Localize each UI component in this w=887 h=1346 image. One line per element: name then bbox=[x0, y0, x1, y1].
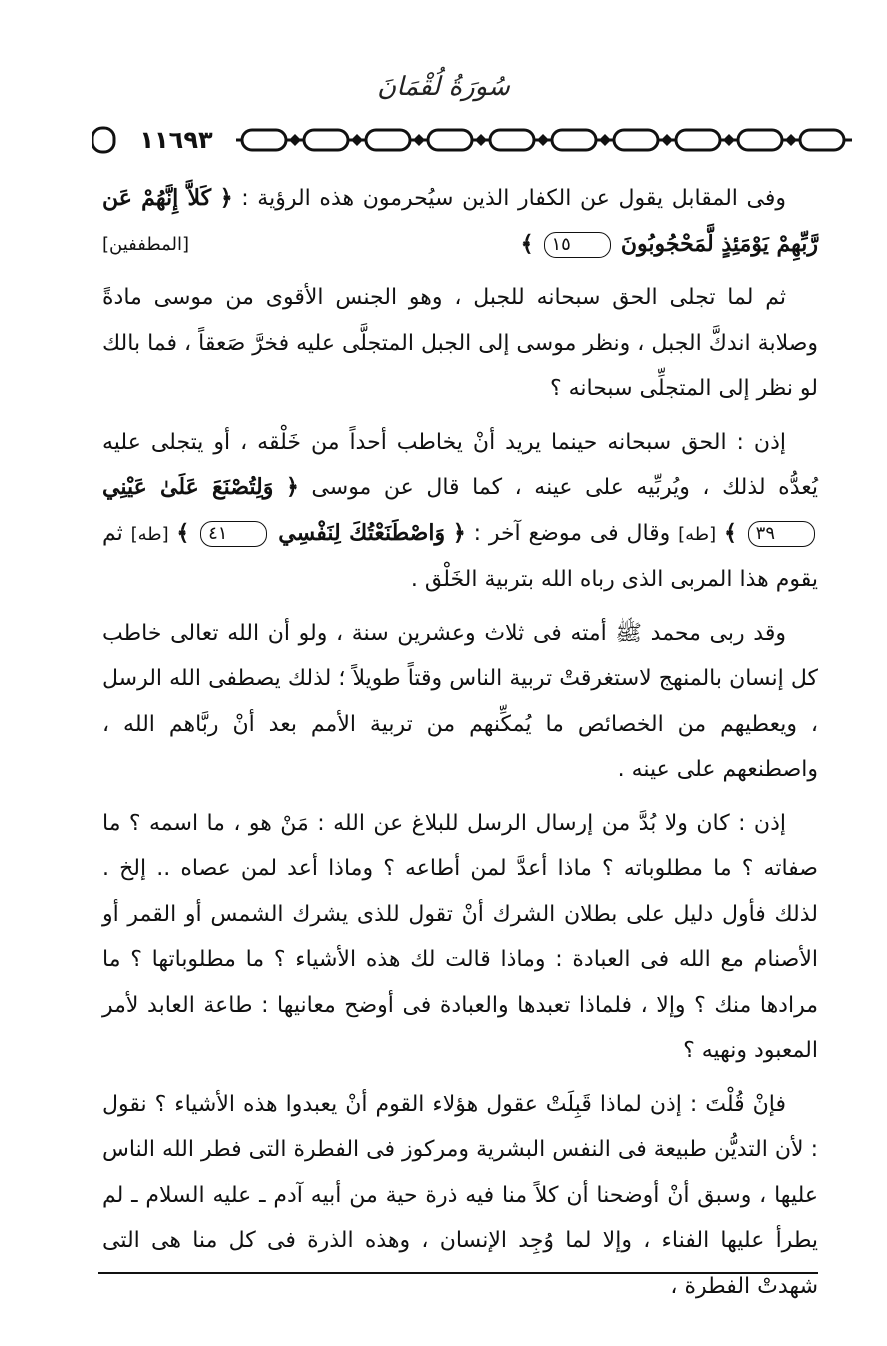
paragraph-5: إذن : كان ولا بُدَّ من إرسال الرسل للبلاغ عن الله : مَنْ هو ، ما اسمه ؟ ما صفاته ؟ ما مطلوباته ؟ ماذا أعدَّ لمن أطاعه ؟ وماذا أعد لمن عصاه .. إلخ . لذلك فأول دليل على بطلان الشرك أنْ تقول للذى يشرك الشمس أو القمر أو الأصنام مع الله فى العبادة : وماذا قالت لك هذه الأشياء ؟ ما مطلوباتها ؟ ما مرادها منك ؟ وإلا ، فلماذا تعبدها والعبادة فى أوضح معانيها : طاعة العابد لأمر المعبود ونهيه ؟ bbox=[102, 810, 818, 1063]
paragraph-1-intro: وفى المقابل يقول عن الكفار الذين سيُحرمون هذه الرؤية : bbox=[232, 186, 786, 211]
verse-number-badge: ١٥ bbox=[544, 232, 611, 258]
paragraph-3-text-1: إذن : الحق سبحانه حينما يريد أنْ يخاطب أحداً من خَلْقه ، أو يتجلى عليه يُعدُّه لذلك ، ويُربِّيه على عينه ، كما قال عن موسى bbox=[102, 429, 818, 500]
text-body bbox=[102, 176, 818, 1317]
quran-verse: وَاصْطَنَعْتُكَ لِنَفْسِي bbox=[278, 519, 446, 546]
paragraph-3-text-2: وقال فى موضع آخر : bbox=[465, 520, 671, 546]
paragraph-3 bbox=[102, 420, 818, 603]
paragraph-3-text-3: ثم يقوم هذا المربى الذى رباه الله بتربية الخَلْق . bbox=[102, 520, 818, 592]
ornate-bracket-close: ﴾ bbox=[723, 520, 737, 546]
quran-verse: كَلاَّ إِنَّهُمْ عَن رَّبِّهِمْ يَوْمَئِذٍ لَّمَحْجُوبُونَ bbox=[102, 185, 818, 257]
quran-verse: وَلِتُصْنَعَ عَلَىٰ عَيْنِي bbox=[102, 474, 274, 500]
ornate-bracket-open: ﴿ bbox=[219, 186, 233, 211]
header-ornament-band bbox=[92, 122, 852, 158]
paragraph-4: وقد ربى محمد ﷺ أمته فى ثلاث وعشرين سنة ، ولو أن الله تعالى خاطب كل إنسان بالمنهج لاستغرقتْ تربية الناس وقتاً طويلاً ؛ لذلك يصطفى الله الرسل ، ويعطيهم من الخصائص ما يُمكِّنهم من تربية الأمم بعد أنْ ربَّاهم الله ، واصطنعهم على عينه . bbox=[102, 620, 818, 782]
paragraph-6: فإنْ قُلْتَ : إذن لماذا قَبِلَتْ عقول هؤلاء القوم أنْ يعبدوا هذه الأشياء ؟ نقول : لأن التديُّن طبيعة فى النفس البشرية ومركوز فى الفطرة التى فطر الله الناس عليها ، وسبق أنْ أوضحنا أن كلاً منا فيه ذرة حية من أبيه آدم ـ عليه السلام ـ لم يطرأ عليها الفناء ، وإلا لما وُجِد الإنسان ، وهذه الذرة فى كل منا هى التى شهدتْ الفطرة ، bbox=[102, 1091, 818, 1299]
ornate-bracket-open: ﴿ bbox=[452, 520, 466, 546]
verse-number-badge: ٤١ bbox=[200, 521, 267, 547]
ornate-bracket-open: ﴿ bbox=[285, 475, 299, 500]
ornate-bracket-close: ﴾ bbox=[176, 520, 190, 546]
verse-source: [طه] bbox=[130, 523, 169, 545]
ornate-bracket-close: ﴾ bbox=[520, 231, 534, 257]
paragraph-1 bbox=[102, 176, 818, 267]
paragraph-2: ثم لما تجلى الحق سبحانه للجبل ، وهو الجنس الأقوى من موسى مادةً وصلابة اندكَّ الجبل ، ونظر موسى إلى الجبل المتجلَّى عليه فخرَّ صَعقاً ، فما بالك لو نظر إلى المتجلِّى سبحانه ؟ bbox=[102, 285, 818, 401]
verse-source: [طه] bbox=[678, 523, 717, 545]
verse-number-badge: ٣٩ bbox=[748, 521, 815, 547]
verse-source: [المطففين] bbox=[102, 233, 190, 255]
page-number: ١١٦٩٣ bbox=[116, 125, 236, 155]
bottom-divider-line bbox=[98, 1272, 818, 1274]
surah-title: سُورَةُ لُقْمَانَ bbox=[377, 72, 510, 102]
